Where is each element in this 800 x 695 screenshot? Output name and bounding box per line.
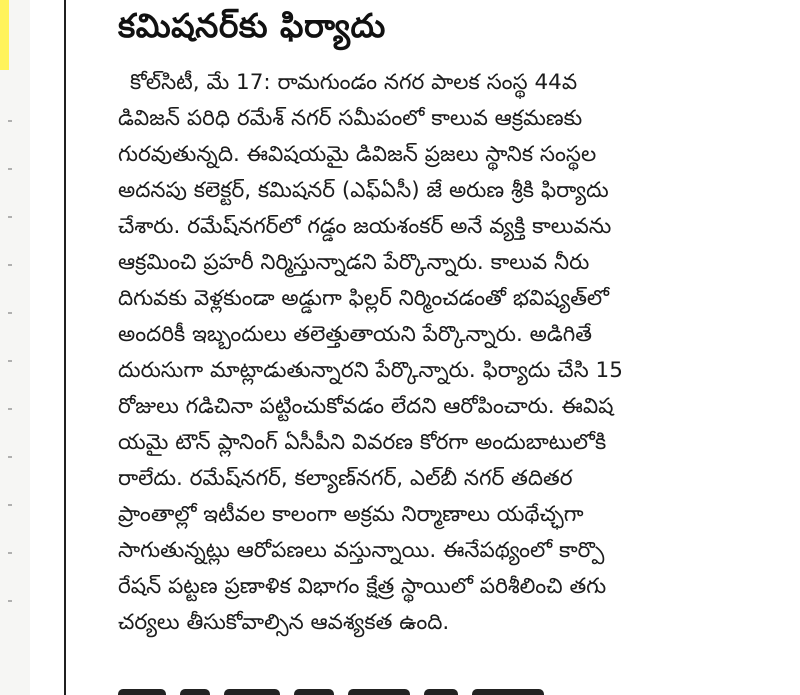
article-line: గురవుతున్నది. ఈవిషయమై డివిజన్ ప్రజలు స్థానిక సంస్థల [118, 142, 597, 167]
article-line: దిగువకు వెళ్లకుండా అడ్డుగా ఫిల్లర్ నిర్మించడంతో భవిష్యత్‌లో [118, 286, 610, 311]
article-line: ఆక్రమించి ప్రహరీ నిర్మిస్తున్నాడని పేర్కొన్నారు. కాలువ నీరు [118, 250, 590, 275]
article-line: సాగుతున్నట్లు ఆరోపణలు వస్తున్నాయి. ఈనేపథ్యంలో కార్పొ [118, 538, 605, 563]
next-article-headline-cropped [118, 682, 588, 695]
article-line: కోల్‌సిటీ, మే 17: రామగుండం నగర పాలక సంస్థ 44వ [130, 70, 578, 95]
article-headline: కమిషనర్‌కు ఫిర్యాదు [118, 6, 386, 45]
highlight-strip [0, 0, 9, 70]
article-line: డివిజన్ పరిధి రమేశ్ నగర్ సమీపంలో కాలువ ఆక్రమణకు [118, 106, 583, 131]
column-divider [64, 0, 66, 695]
article-line: చర్యలు తీసుకోవాల్సిన ఆవశ్యకత ఉంది. [118, 610, 450, 635]
article-line: ప్రాంతాల్లో ఇటీవల కాలంగా అక్రమ నిర్మాణాలు యథేచ్ఛగా [118, 502, 584, 527]
article-line: రోజులు గడిచినా పట్టించుకోవడం లేదని ఆరోపించారు. ఈవిష [118, 394, 614, 419]
adjacent-column-text-fragments [8, 120, 12, 640]
article-line: అందరికీ ఇబ్బందులు తలెత్తుతాయని పేర్కొన్నారు. అడిగితే [118, 322, 592, 347]
adjacent-column-edge [0, 0, 30, 695]
article-line: చేశారు. రమేష్‌నగర్‌లో గడ్డం జయశంకర్ అనే వ్యక్తి కాలువను [118, 214, 612, 239]
article-line: అదనపు కలెక్టర్, కమిషనర్ (ఎఫ్ఏసీ) జే అరుణ శ్రీకి ఫిర్యాదు [118, 178, 609, 203]
article-line: యమై టౌన్ ప్లానింగ్ ఏసీపీని వివరణ కోరగా అందుబాటులోకి [118, 430, 607, 455]
article-body [118, 66, 730, 666]
article-line: రేషన్ పట్టణ ప్రణాళిక విభాగం క్షేత్ర స్థాయిలో పరిశీలించి తగు [118, 574, 607, 599]
article-line: రాలేదు. రమేష్‌నగర్, కల్యాణ్‌నగర్, ఎల్‌బీ నగర్ తదితర [118, 466, 573, 491]
article-line: దురుసుగా మాట్లాడుతున్నారని పేర్కొన్నారు. ఫిర్యాదు చేసి 15 [118, 358, 623, 383]
